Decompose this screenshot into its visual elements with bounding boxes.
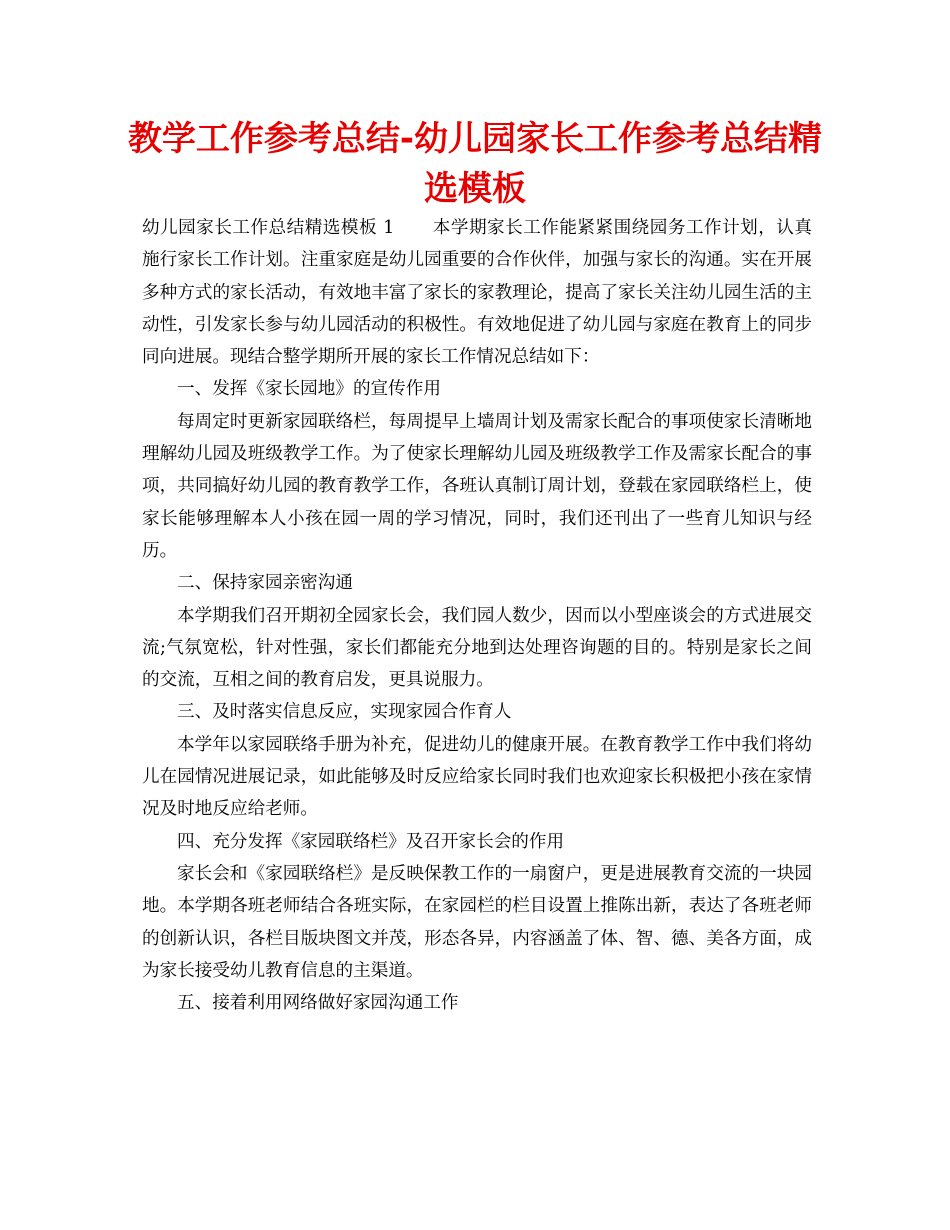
section-heading-4: 四、充分发挥《家园联络栏》及召开家长会的作用 [177,831,565,852]
section-body-1: 每周定时更新家园联络栏，每周提早上墙周计划及需家长配合的事项使家长清晰地理解幼儿园及班级教学工作。为了使家长理解幼儿园及班级教学工作及需家长配合的事项，共同搞好幼儿园的教育教学工作，各班认真制订周计划，登载在家园联络栏上，使家长能够理解本人小孩在园一周的学习情况，同时，我们还刊出了一些育儿知识与经历。 [142,411,812,561]
section-body-4: 家长会和《家园联络栏》是反映保教工作的一扇窗户，更是进展教育交流的一块园地。本学期各班老师结合各班实际，在家园栏的栏目设置上推陈出新，表达了各班老师的创新认识，各栏目版块图文并茂，形态各异，内容涵盖了体、智、德、美各方面，成为家长接受幼儿教育信息的主渠道。 [142,863,812,981]
lead-text: 本学期家长工作能紧紧围绕园务工作计划，认真施行家长工作计划。注重家庭是幼儿园重要的合作伙伴，加强与家长的沟通。实在开展多种方式的家长活动，有效地丰富了家长的家教理论，提高了家长关注幼儿园生活的主动性，引发家长参与幼儿园活动的积极性。有效地促进了幼儿园与家庭在教育上的同步同向进展。现结合整学期所开展的家长工作情况总结如下： [142,218,812,368]
section-heading-1: 一、发挥《家长园地》的宣传作用 [177,379,441,400]
section-body-2: 本学期我们召开期初全园家长会，我们园人数少，因而以小型座谈会的方式进展交流;气氛宽松，针对性强，家长们都能充分地到达处理咨询题的目的。特别是家长之间的交流，互相之间的教育启发，更具说服力。 [142,605,812,691]
document-title: 教学工作参考总结-幼儿园家长工作参考总结精选模板 [127,119,823,209]
section-body-3: 本学年以家园联络手册为补充，促进幼儿的健康开展。在教育教学工作中我们将幼儿在园情况进展记录，如此能够及时反应给家长同时我们也欢迎家长积极把小孩在家情况及时地反应给老师。 [142,734,812,820]
section-heading-2: 二、保持家园亲密沟通 [177,573,353,594]
lead-label: 幼儿园家长工作总结精选模板 1 [142,218,395,238]
lead-paragraph [142,212,812,373]
section-heading-5: 五、接着利用网络做好家园沟通工作 [177,993,459,1014]
section-heading-3: 三、及时落实信息反应，实现家园合作育人 [177,702,512,723]
document-body [142,212,812,1019]
